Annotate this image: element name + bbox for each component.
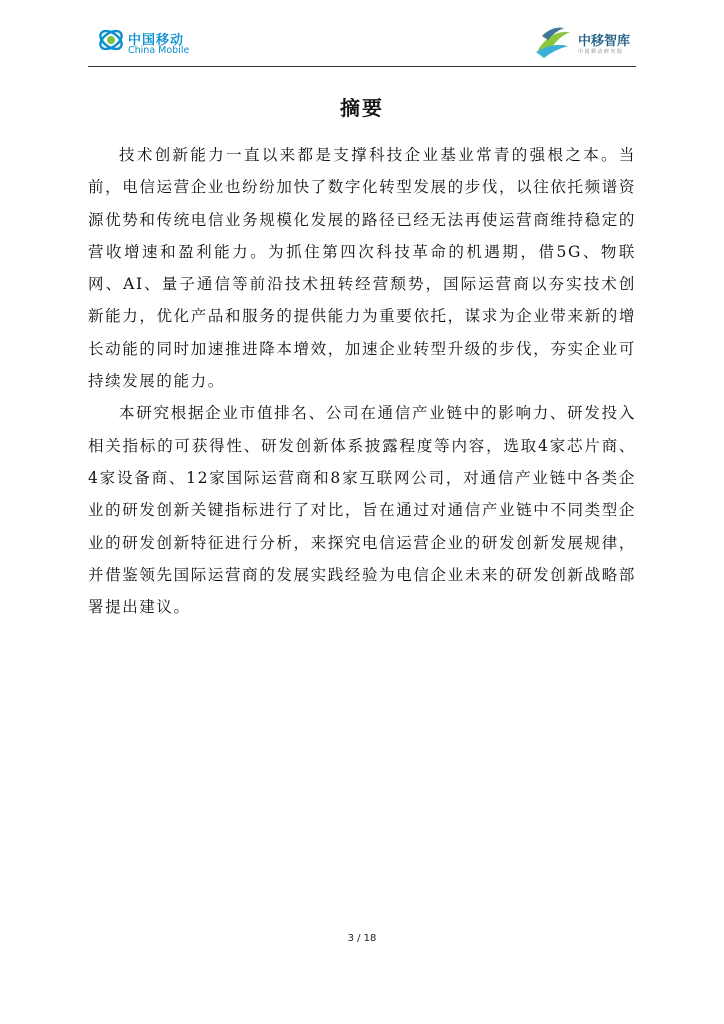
zhongyi-zhiku-logo-cn: 中移智库: [578, 34, 631, 49]
china-mobile-emblem-icon: [96, 25, 126, 55]
page-header: [0, 0, 724, 70]
document-body: [88, 139, 636, 623]
page-title: 摘要: [340, 96, 384, 120]
paragraph-1: 技术创新能力一直以来都是支撑科技企业基业常青的强根之本。当前，电信运营企业也纷纷加快了数字化转型发展的步伐，以往依托频谱资源优势和传统电信业务规模化发展的路径已经无法再使运营商维持稳定的营收增速和盈利能力。为抓住第四次科技革命的机遇期，借5G、物联网、AI、量子通信等前沿技术扭转经营颓势，国际运营商以夯实技术创新能力，优化产品和服务的提供能力为重要依托，谋求为企业带来新的增长动能的同时加速推进降本增效，加速企业转型升级的步伐，夯实企业可持续发展的能力。: [88, 146, 636, 391]
zhongyi-zhiku-logo: [534, 24, 644, 64]
zhongyi-zhiku-logo-subtitle: 中国移动研究院: [578, 49, 624, 55]
page-number: 3 / 18: [347, 933, 377, 944]
paragraph-2: 本研究根据企业市值排名、公司在通信产业链中的影响力、研发投入相关指标的可获得性、研发创新体系披露程度等内容，选取4家芯片商、4家设备商、12家国际运营商和8家互联网公司，对通信产业链中各类企业的研发创新关键指标进行了对比，旨在通过对通信产业链中不同类型企业的研发创新特征进行分析，来探究电信运营企业的研发创新发展规律，并借鉴领先国际运营商的发展实践经验为电信企业未来的研发创新战略部署提出建议。: [88, 404, 636, 617]
china-mobile-logo-cn: 中国移动: [128, 33, 185, 48]
zhongyi-zhiku-emblem-icon: [534, 24, 574, 60]
china-mobile-logo: [96, 25, 216, 59]
china-mobile-logo-en: China Mobile: [128, 45, 190, 56]
header-divider: [88, 66, 636, 67]
